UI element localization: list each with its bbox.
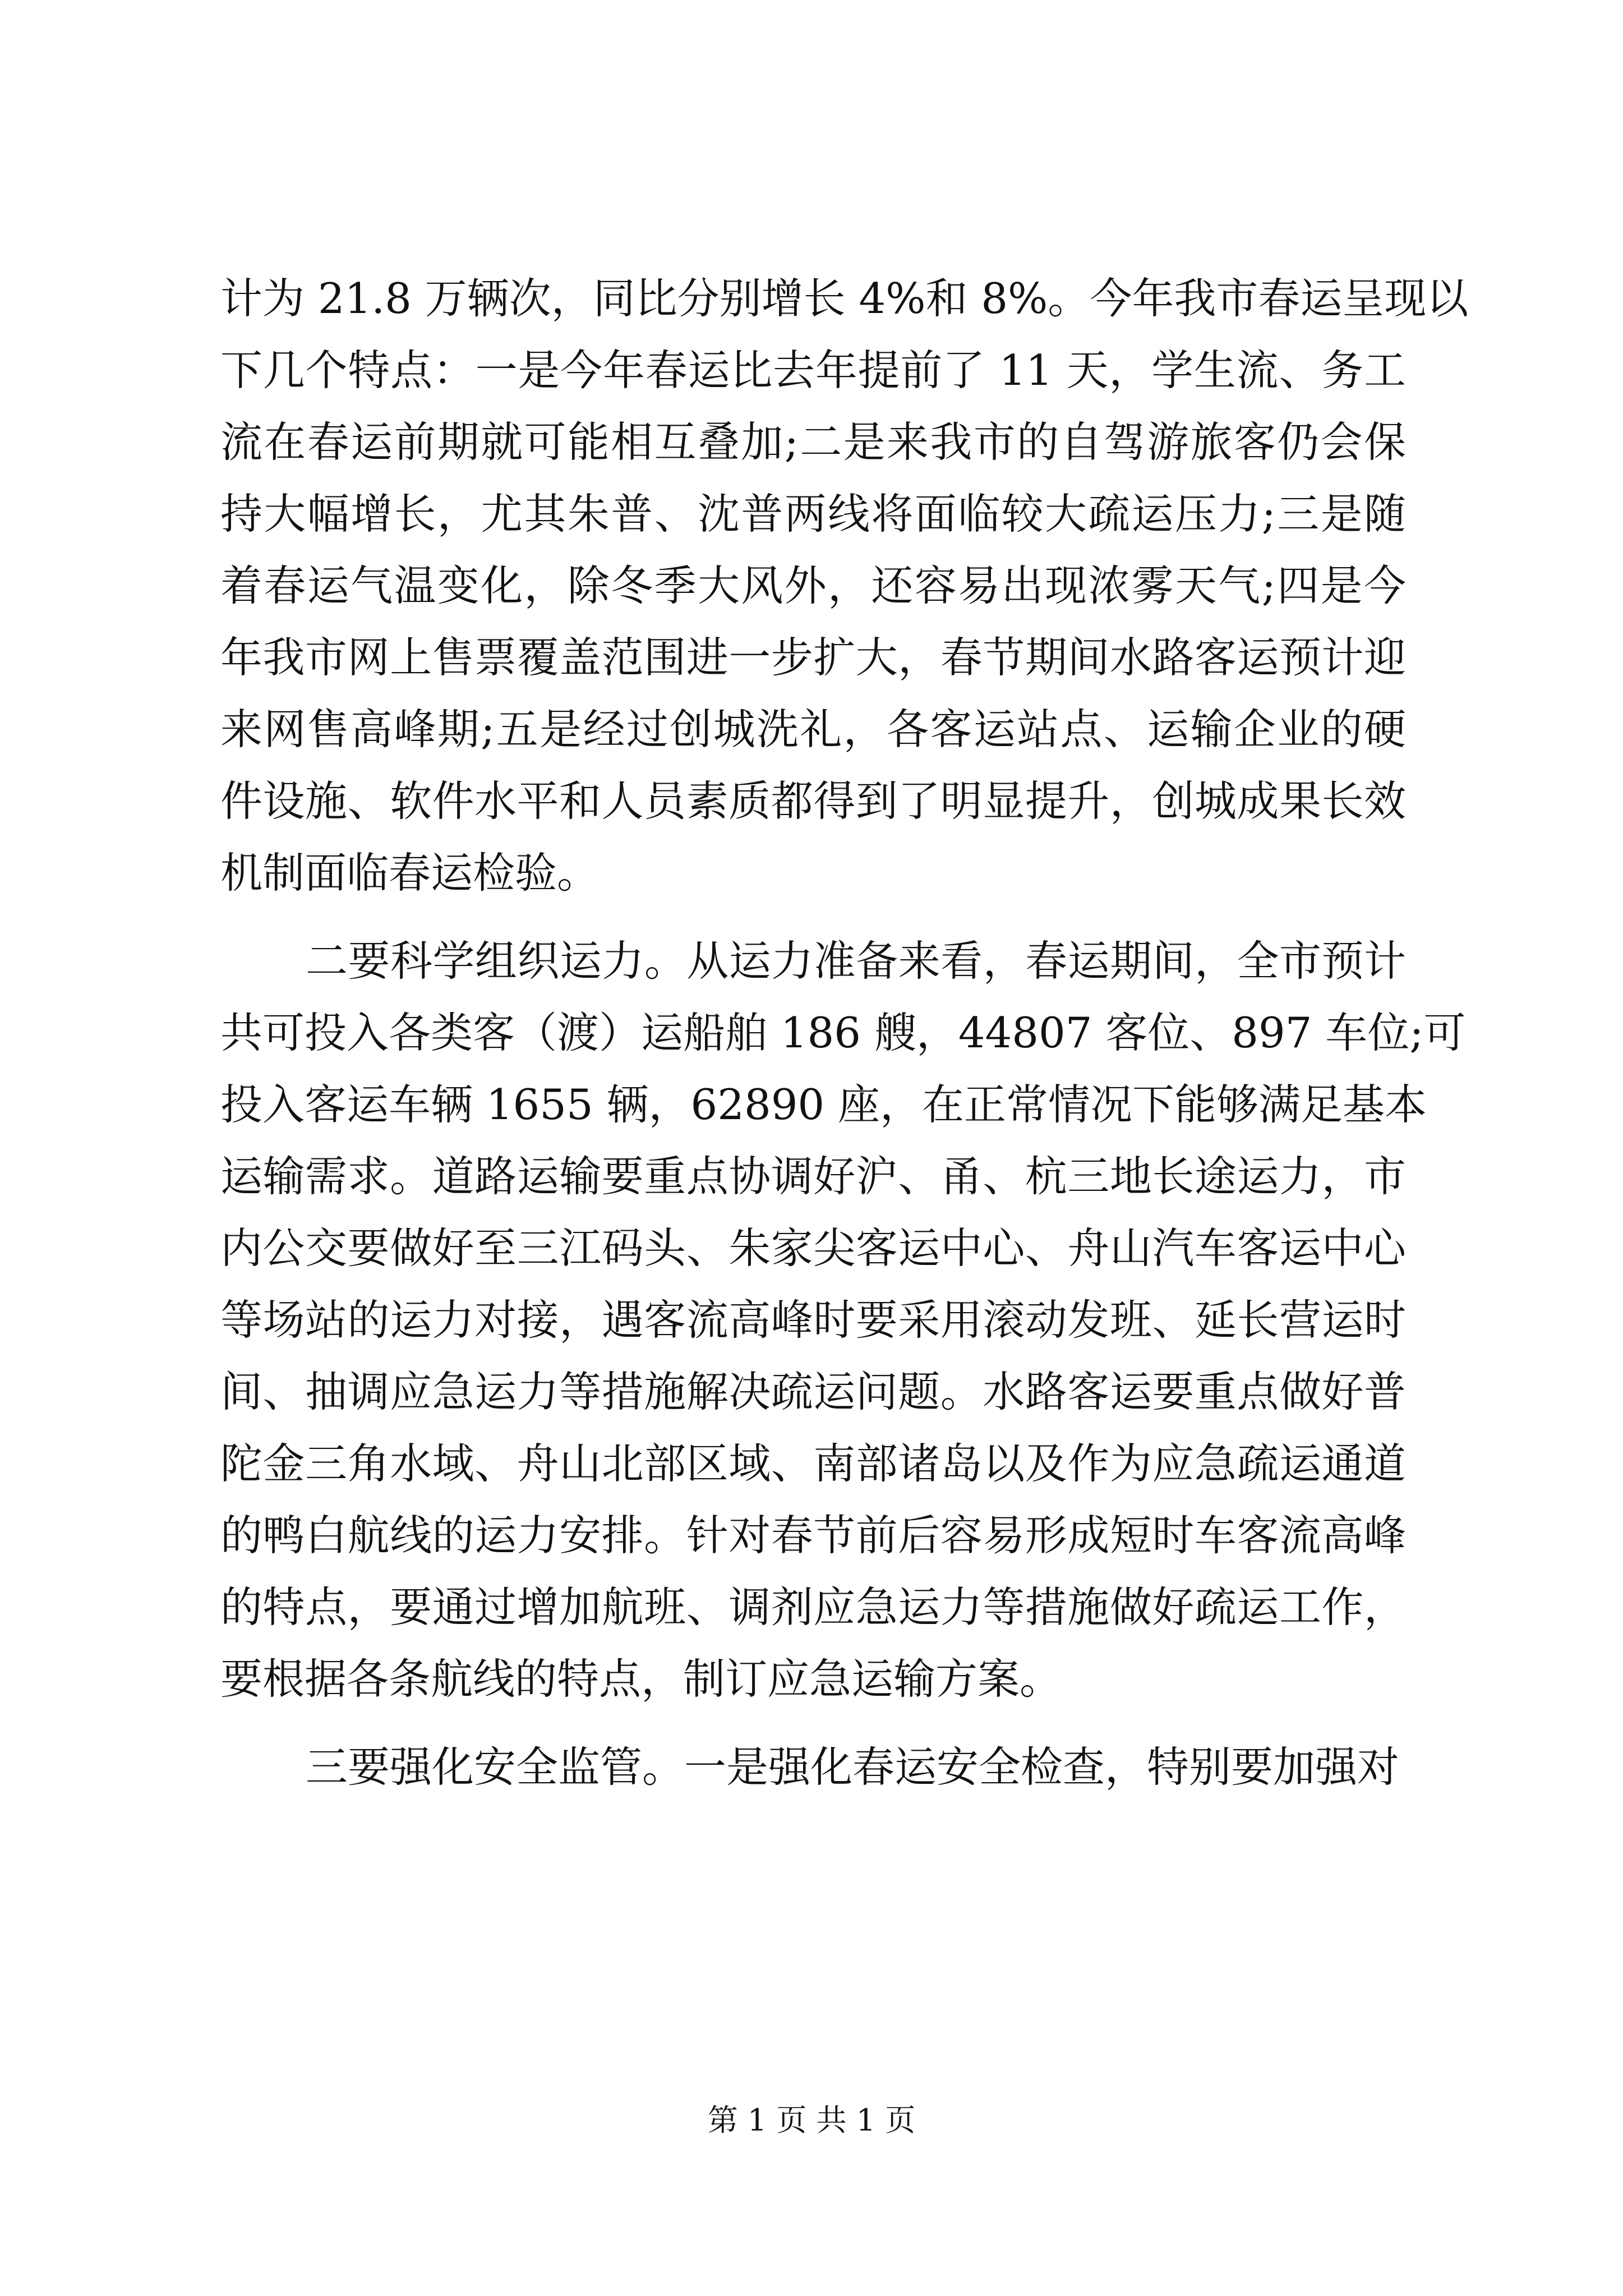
text-line: 投入客运车辆 1655 辆，62890 座，在正常情况下能够满足基本	[220, 1080, 1427, 1129]
text-line: 持大幅增长，尤其朱普、沈普两线将面临较大疏运压力;三是随	[220, 489, 1406, 539]
text-line: 要根据各条航线的特点，制订应急运输方案。	[220, 1654, 1062, 1704]
page-footer: 第 1 页 共 1 页	[707, 2102, 916, 2138]
text-line: 机制面临春运检验。	[220, 848, 600, 898]
text-line: 运输需求。道路运输要重点协调好沪、甬、杭三地长途运力，市	[220, 1152, 1406, 1201]
text-line: 陀金三角水域、舟山北部区域、南部诸岛以及作为应急疏运通道	[220, 1439, 1406, 1488]
text-line: 年我市网上售票覆盖范围进一步扩大，春节期间水路客运预计迎	[220, 633, 1406, 682]
text-line: 的鸭白航线的运力安排。针对春节前后容易形成短时车客流高峰	[220, 1511, 1406, 1560]
text-line: 三要强化安全监管。一是强化春运安全检查，特别要加强对	[306, 1742, 1400, 1792]
paragraph-spacer	[220, 909, 1406, 925]
text-line: 着春运气温变化，除冬季大风外，还容易出现浓雾天气;四是今	[220, 561, 1406, 610]
text-line: 等场站的运力对接，遇客流高峰时要采用滚动发班、延长营运时	[220, 1295, 1406, 1345]
text-line: 二要科学组织运力。从运力准备来看，春运期间，全市预计	[306, 936, 1406, 986]
text-line: 件设施、软件水平和人员素质都得到了明显提升，创城成果长效	[220, 776, 1406, 826]
text-line: 来网售高峰期;五是经过创城洗礼，各客运站点、运输企业的硬	[220, 705, 1406, 754]
text-line: 间、抽调应急运力等措施解决疏运问题。水路客运要重点做好普	[220, 1367, 1406, 1416]
text-line: 共可投入各类客（渡）运船舶 186 艘，44807 客位、897 车位;可	[220, 1008, 1466, 1057]
document-body	[220, 263, 1469, 1803]
paragraph-1	[220, 263, 1469, 909]
text-line: 的特点，要通过增加航班、调剂应急运力等措施做好疏运工作，	[220, 1582, 1406, 1632]
paragraph-2	[220, 925, 1466, 1715]
paragraph-3	[220, 1731, 1406, 1803]
text-line: 计为 21.8 万辆次，同比分别增长 4%和 8%。今年我市春运呈现以	[220, 274, 1469, 323]
text-line: 流在春运前期就可能相互叠加;二是来我市的自驾游旅客仍会保	[220, 417, 1406, 467]
text-line: 下几个特点：一是今年春运比去年提前了 11 天，学生流、务工	[220, 346, 1406, 395]
text-line: 内公交要做好至三江码头、朱家尖客运中心、舟山汽车客运中心	[220, 1223, 1406, 1273]
paragraph-spacer	[220, 1715, 1406, 1731]
